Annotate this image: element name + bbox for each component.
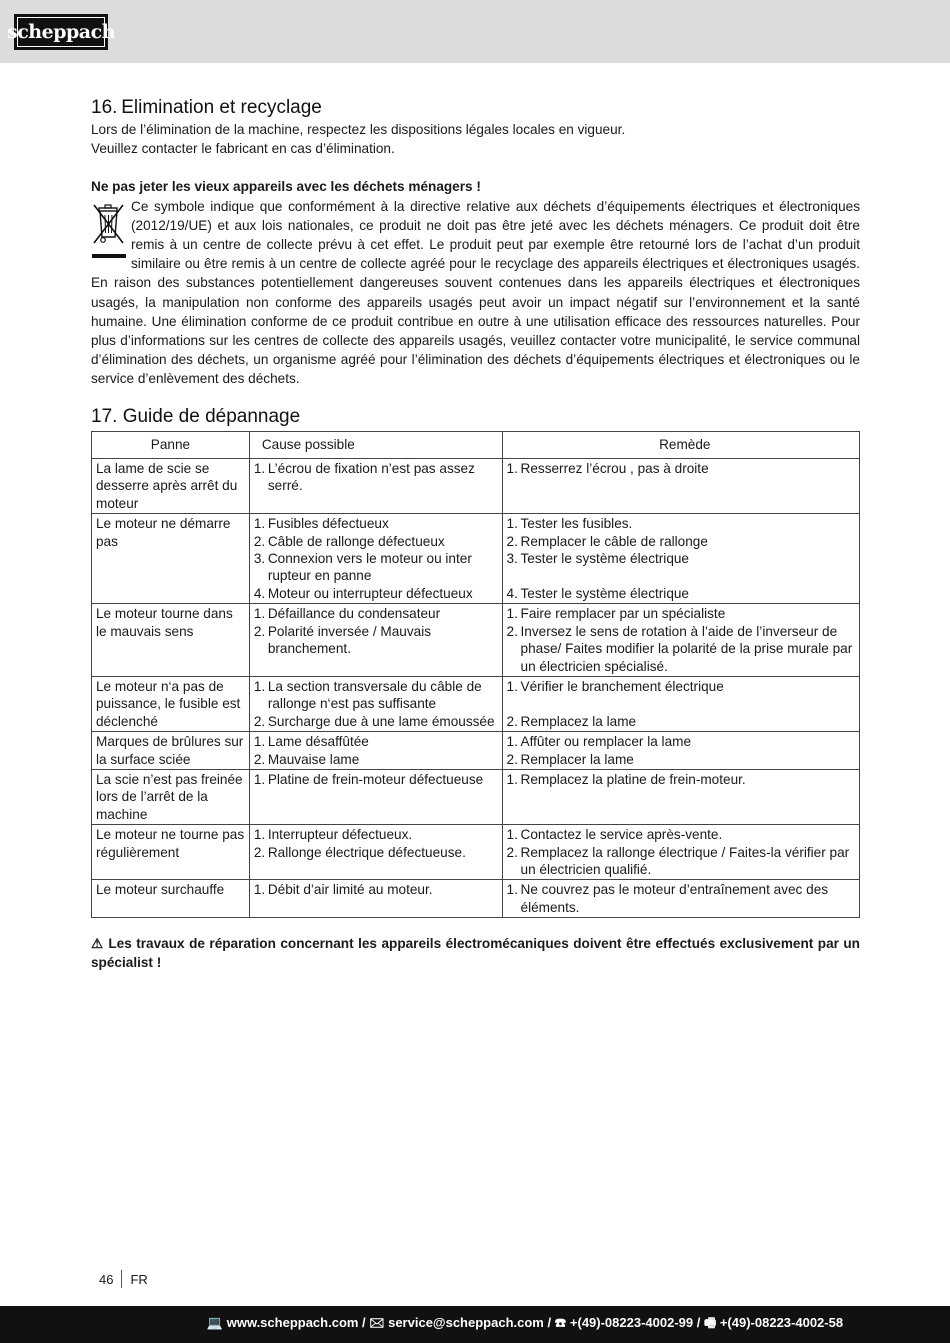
list-item-text: Remplacez la platine de frein-moteur. xyxy=(520,771,746,787)
list-item xyxy=(507,533,856,550)
list-item-number: 4. xyxy=(253,585,266,601)
list-item-number xyxy=(507,695,521,712)
table-row xyxy=(92,459,860,514)
section-17-title: 17. Guide de dépannage xyxy=(91,405,301,427)
list-item xyxy=(507,678,856,695)
header-cause: Cause possible xyxy=(249,431,502,458)
table-row xyxy=(92,825,860,880)
disposal-intro-line-1: Lors de l’élimination de la machine, respectez les dispositions légales locales en vigueur. xyxy=(91,122,626,137)
list-item-text: La section transversale du câble de rallonge n‘est pas suffisante xyxy=(267,678,482,712)
table-row xyxy=(92,604,860,677)
list-item-number: 3. xyxy=(253,551,266,567)
list-item-number: 1. xyxy=(253,516,266,532)
list-item xyxy=(507,605,856,622)
list-item-text: Vérifier le branchement électrique xyxy=(520,678,724,694)
list-item xyxy=(507,826,856,843)
cell-cause xyxy=(249,676,502,731)
list-item xyxy=(507,733,856,750)
list-item-text xyxy=(521,695,856,712)
list-item-number: 2. xyxy=(253,751,266,767)
cell-cause xyxy=(249,825,502,880)
list-item xyxy=(254,533,499,550)
cell-panne: Le moteur tourne dans le mauvais sens xyxy=(92,604,250,677)
list-item xyxy=(254,771,499,788)
list-item-text: Défaillance du condensateur xyxy=(267,606,441,622)
list-item-number: 1. xyxy=(506,882,518,898)
contact-line: 💻 www.scheppach.com / 🖂 service@scheppach.com / ☎ +(49)-08223-4002-99 / 🖷 +(49)-08223-4002-58 xyxy=(206,1314,844,1330)
list-item xyxy=(254,844,499,861)
brand-logo: scheppach xyxy=(14,14,108,50)
cell-remede xyxy=(502,604,859,677)
list-item-text xyxy=(521,567,856,584)
list-item xyxy=(507,585,856,602)
table-row xyxy=(92,514,860,604)
list-item-number: 2. xyxy=(506,533,518,549)
list-item-text: Remplacer le câble de rallonge xyxy=(520,533,708,549)
table-row xyxy=(92,769,860,824)
list-item xyxy=(254,623,499,658)
list-item-number: 1. xyxy=(506,678,518,694)
list-item-text: Connexion vers le moteur ou inter rupteur en panne xyxy=(267,551,472,584)
list-item-text: Mauvaise lame xyxy=(267,751,360,767)
page-content xyxy=(91,96,860,973)
cell-cause xyxy=(249,604,502,677)
list-item-number: 1. xyxy=(506,827,518,843)
list-item-number: 2. xyxy=(506,713,518,729)
cell-cause xyxy=(249,732,502,770)
table-body xyxy=(92,459,860,918)
list-item xyxy=(507,460,856,477)
list-item xyxy=(254,585,499,602)
weee-subheading: Ne pas jeter les vieux appareils avec les déchets ménagers ! xyxy=(91,179,481,195)
cell-remede xyxy=(502,769,859,824)
troubleshooting-table xyxy=(91,431,860,919)
cell-remede xyxy=(502,732,859,770)
list-item-number: 1. xyxy=(253,882,266,898)
list-item-text: Fusibles défectueux xyxy=(267,516,389,532)
list-item-number: 2. xyxy=(253,713,266,729)
list-item-text: Ne couvrez pas le moteur d’entraînement avec des éléments. xyxy=(520,882,829,915)
list-item-text: L’écrou de fixation n’est pas assez serré. xyxy=(267,461,475,494)
list-item xyxy=(254,678,499,713)
table-row xyxy=(92,880,860,918)
cell-remede xyxy=(502,459,859,514)
list-item-number xyxy=(507,567,521,584)
cell-panne: La scie n’est pas freinée lors de l’arrêt de la machine xyxy=(92,769,250,824)
table-row xyxy=(92,676,860,731)
list-item-text: Tester le système électrique xyxy=(520,551,689,567)
list-item-number: 1. xyxy=(506,516,518,532)
list-item xyxy=(507,623,856,675)
table-header-row xyxy=(92,431,860,458)
language-code: FR xyxy=(130,1271,148,1287)
list-item-text: Surcharge due à une lame émoussée xyxy=(267,713,495,729)
list-item-number: 3. xyxy=(506,551,518,567)
list-item-text: Faire remplacer par un spécialiste xyxy=(520,606,726,622)
list-item-text: Polarité inversée / Mauvais branchement. xyxy=(267,623,432,657)
list-item xyxy=(507,695,856,712)
list-item-number: 2. xyxy=(506,623,518,639)
list-item-text: Remplacez la rallonge électrique / Faites-la vérifier par un électricien qualifié. xyxy=(520,844,850,877)
list-item-text: Resserrez l’écrou , pas à droite xyxy=(520,461,709,477)
header-remede: Remède xyxy=(502,431,859,458)
cell-panne: Marques de brûlures sur la surface sciée xyxy=(92,732,250,770)
list-item xyxy=(507,567,856,584)
list-item-number: 2. xyxy=(253,623,266,639)
list-item xyxy=(507,515,856,532)
list-item-text: Tester les fusibles. xyxy=(520,516,633,532)
list-item-text: Contactez le service après-vente. xyxy=(520,827,723,843)
cell-remede xyxy=(502,676,859,731)
list-item-number: 1. xyxy=(253,461,266,477)
list-item-text: Affûter ou remplacer la lame xyxy=(520,734,692,750)
list-item-number: 1. xyxy=(253,734,266,750)
list-item xyxy=(254,605,499,622)
crossed-out-wheelie-bin-icon xyxy=(91,199,127,261)
table-row xyxy=(92,732,860,770)
weee-paragraph: Ce symbole indique que conformément à la directive relative aux déchets d’équipements électriques et électroniques (2012/19/UE) et aux lois nationales, ce produit ne doit pas être jeté avec les déchets ménagers. Ce produit doit être remis à un centre de collecte prévu à cet effet. Le produit peut par exemple être retourné lors de l’achat d’un produit similaire ou être remis à un centre de collecte agréé pour le recyclage des appareils électriques et électroniques usagés. En raison des substances potentiellement dangereuses souvent contenues dans les appareils électriques et électroniques usagés, la manipulation non conforme des appareils usagés peut avoir un impact négatif sur l’environnement et la santé humaine. Une élimination conforme de ce produit contribue en outre à une utilisation efficace des ressources naturelles. Pour plus d’informations sur les centres de collecte des appareils usagés, veuillez contacter votre municipalité, le service communal d’élimination des déchets, un organisme agréé pour l’élimination des déchets d’équipements électriques et électroniques ou le service d’enlèvement des déchets. xyxy=(91,198,860,387)
list-item-number: 1. xyxy=(506,461,518,477)
list-item-text: Interrupteur défectueux. xyxy=(267,827,413,843)
cell-cause xyxy=(249,880,502,918)
list-item-number: 2. xyxy=(506,844,518,860)
list-item-text: Platine de frein-moteur défectueuse xyxy=(267,771,484,787)
cell-cause xyxy=(249,459,502,514)
list-item-number: 1. xyxy=(506,771,518,787)
cell-cause xyxy=(249,769,502,824)
cell-panne: Le moteur n‘a pas de puissance, le fusible est déclenché xyxy=(92,676,250,731)
page-number-block xyxy=(99,1270,148,1288)
list-item-number: 1. xyxy=(506,734,518,750)
list-item xyxy=(507,881,856,916)
list-item xyxy=(254,515,499,532)
list-item xyxy=(254,550,499,585)
list-item-number: 1. xyxy=(253,678,266,694)
list-item xyxy=(507,713,856,730)
list-item-number: 1. xyxy=(506,606,518,622)
weee-block xyxy=(91,197,860,389)
list-item xyxy=(254,826,499,843)
list-item xyxy=(507,844,856,879)
cell-panne: Le moteur ne tourne pas régulièrement xyxy=(92,825,250,880)
list-item-text: Remplacez la lame xyxy=(520,713,637,729)
list-item xyxy=(254,751,499,768)
list-item xyxy=(254,881,499,898)
list-item xyxy=(507,771,856,788)
cell-remede xyxy=(502,880,859,918)
cell-panne: Le moteur ne démarre pas xyxy=(92,514,250,604)
disposal-intro-line-2: Veuillez contacter le fabricant en cas d’élimination. xyxy=(91,141,395,157)
list-item xyxy=(254,733,499,750)
header-panne: Panne xyxy=(92,431,250,458)
list-item-number: 1. xyxy=(253,606,266,622)
repair-warning: ⚠ Les travaux de réparation concernant les appareils électromécaniques doivent être effectués exclusivement par un spécialist ! xyxy=(91,936,860,971)
list-item xyxy=(254,460,499,495)
header-band xyxy=(0,0,950,63)
cell-remede xyxy=(502,514,859,604)
list-item-text: Remplacer la lame xyxy=(520,751,634,767)
list-item-text: Inversez le sens de rotation à l’aide de l’inverseur de phase/ Faites modifier la polarité de la prise murale par un électricien spécialisé. xyxy=(520,623,853,674)
cell-remede xyxy=(502,825,859,880)
list-item-number: 1. xyxy=(253,771,266,787)
cell-cause xyxy=(249,514,502,604)
list-item-number: 2. xyxy=(253,533,266,549)
list-item-text: Rallonge électrique défectueuse. xyxy=(267,844,466,860)
list-item xyxy=(254,713,499,730)
section-16-title: 16. Elimination et recyclage xyxy=(91,97,322,118)
page-divider xyxy=(121,1270,122,1288)
list-item-number: 2. xyxy=(253,844,266,860)
list-item-number: 1. xyxy=(253,827,266,843)
list-item xyxy=(507,550,856,567)
page-number: 46 xyxy=(99,1271,114,1287)
list-item-text: Tester le système électrique xyxy=(520,585,689,601)
list-item-text: Câble de rallonge défectueux xyxy=(267,533,445,549)
list-item-text: Débit d’air limité au moteur. xyxy=(267,882,433,898)
list-item-number: 4. xyxy=(506,585,518,601)
list-item-text: Lame désaffûtée xyxy=(267,734,369,750)
list-item-text: Moteur ou interrupteur défectueux xyxy=(267,585,473,601)
footer-band xyxy=(0,1306,950,1343)
list-item xyxy=(507,751,856,768)
cell-panne: Le moteur surchauffe xyxy=(92,880,250,918)
list-item-number: 2. xyxy=(506,751,518,767)
cell-panne: La lame de scie se desserre après arrêt du moteur xyxy=(92,459,250,514)
